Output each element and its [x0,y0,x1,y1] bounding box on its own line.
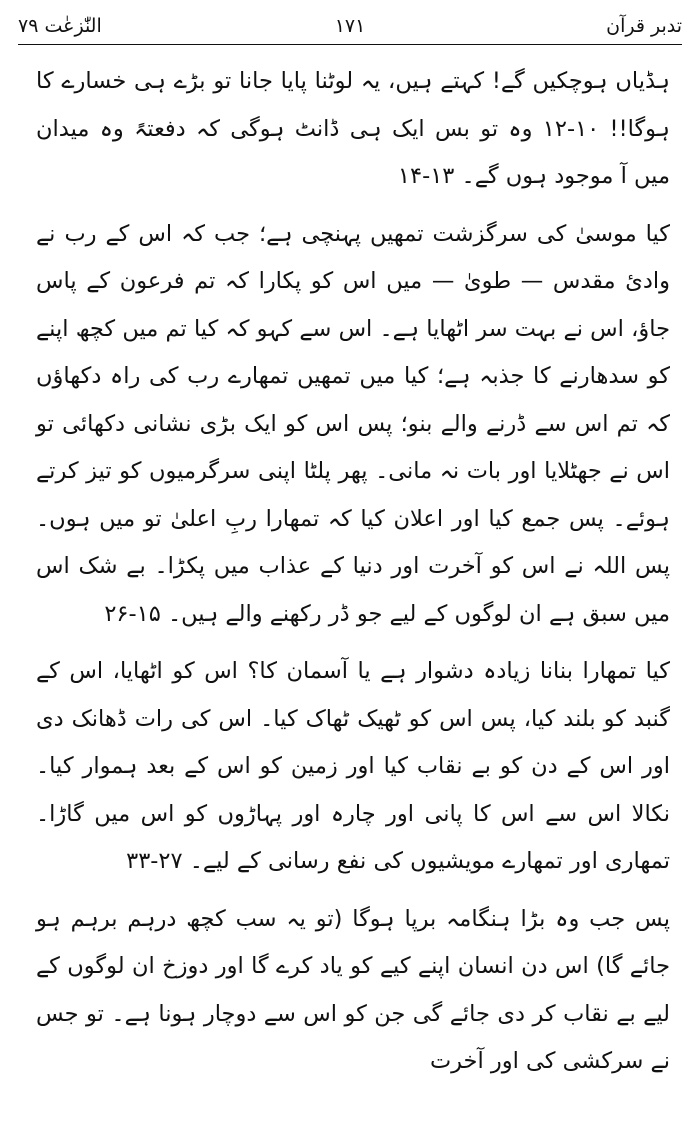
paragraph-great-calamity: پس جب وہ بڑا ہنگامہ برپا ہوگا (تو یہ سب کچھ درہم برہم ہو جائے گا) اس دن انسان اپنے کیے کو یاد کرے گا اور دوزخ ان لوگوں کے لیے بے نقاب کر دی جائے گی جن کو اس سے دوچار ہونا ہے۔ تو جس نے سرکشی کی اور آخرت [36,905,670,1074]
paragraph-resurrection: ہڈیاں ہوچکیں گے! کہتے ہیں، یہ لوٹنا پایا جانا تو بڑے ہی خسارے کا ہوگا!! ۱۰-۱۲ وہ تو بس ایک ہی ڈانٹ ہوگی کہ دفعتہً وہ میدان میں آ موجود ہوں گے۔ ۱۳-۱۴ [36,68,670,189]
body-text [36,58,670,1125]
surah-label: النّٰزعٰت ۷۹ [18,15,102,37]
paragraph-creation: کیا تمھارا بنانا زیادہ دشوار ہے یا آسمان کا؟ اس کو اٹھایا، اس کے گنبد کو بلند کیا، پس اس کو ٹھیک ٹھاک کیا۔ اس کی رات ڈھانک دی اور اس کے دن کو بے نقاب کیا اور زمین کو اس کے بعد ہموار کیا۔ نکالا اس سے اس کا پانی اور چارہ اور پہاڑوں کو اس میں گاڑا۔ تمھاری اور تمھارے مویشیوں کی نفع رسانی کے لیے۔ ۲۷-۳۳ [36,658,670,874]
book-title: تدبر قرآن [606,15,682,37]
page-number: ۱۷۱ [334,15,366,37]
header-rule [18,44,682,45]
paragraph-moses: کیا موسیٰ کی سرگزشت تمھیں پہنچی ہے؛ جب کہ اس کے رب نے وادیٔ مقدس — طویٰ — میں اس کو پکارا کہ تم فرعون کے پاس جاؤ، اس نے بہت سر اٹھایا ہے۔ اس سے کہو کہ کیا تم میں کچھ اپنے کو سدھارنے کا جذبہ ہے؛ کیا میں تمھیں تمھارے رب کی راہ دکھاؤں کہ تم اس سے ڈرنے والے بنو؛ پس اس کو ایک بڑی نشانی دکھائی تو اس نے جھٹلایا اور بات نہ مانی۔ پھر پلٹا اپنی سرگرمیوں کو تیز کرتے ہوئے۔ پس جمع کیا اور اعلان کیا کہ تمھارا ربِ اعلیٰ تو میں ہوں۔ پس اللہ نے اس کو آخرت اور دنیا کے عذاب میں پکڑا۔ بے شک اس میں سبق ہے ان لوگوں کے لیے جو ڈر رکھنے والے ہیں۔ ۱۵-۲۶ [36,220,670,627]
